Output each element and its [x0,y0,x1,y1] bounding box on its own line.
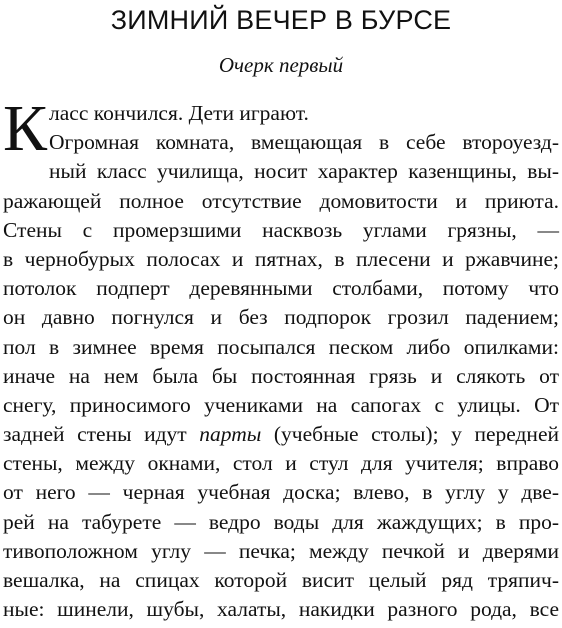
text-line-6: в чернобурых полосах и пятнах, в плесени и ржавчине; [3,246,559,271]
text-line-18: ные: шинели, шубы, халаты, накидки разного рода, все [3,597,559,622]
opening-paragraph [3,92,559,165]
text-line-7: потолок подперт деревянными столбами, потому что [3,276,559,301]
text-line-1: ласс кончился. Дети играют. [49,101,309,125]
text-line-11: снегу, приносимого учениками на сапогах с улицы. От [3,392,559,417]
text-line-15: рей на табурете — ведро воды для жаждущих; в про- [3,509,559,534]
text-line-3: ный класс училища, носит характер казенщины, вы- [49,159,559,184]
italic-term-party: парты [199,422,262,447]
text-line-12-start: задней стены идут [3,422,200,447]
text-line-2: Огромная комната, вмещающая в себе второуезд- [49,130,559,155]
text-line-16: тивоположном углу — печка; между печкой и дверями [3,538,559,563]
text-line-5: Стены с промерзшими насквозь углами грязны, — [3,217,559,242]
text-line-13: стены, между окнами, стол и стул для учителя; вправо [3,451,559,476]
body-text [3,92,559,624]
chapter-title: ЗИМНИЙ ВЕЧЕР В БУРСЕ [110,5,452,35]
text-line-14: от него — черная учебная доска; влево, в углу у две- [3,480,559,505]
text-line-17: вешалка, на спицах которой висит целый ряд тряпич- [3,568,559,592]
text-line-10: иначе на нем была бы постоянная грязь и слякоть от [3,363,559,388]
drop-cap: К [3,92,48,165]
text-line-4: ражающей полное отсутствие домовитости и приюта. [3,188,559,213]
text-line-9: пол в зимнее время посыпался песком либо опилками: [3,334,559,359]
text-line-12-end: (учебные столы); у передней [261,422,559,447]
chapter-subtitle: Очерк первый [218,53,344,77]
text-line-8: он давно погнулся и без подпорок грозил падением; [3,305,559,330]
text-line-12 [3,420,559,449]
